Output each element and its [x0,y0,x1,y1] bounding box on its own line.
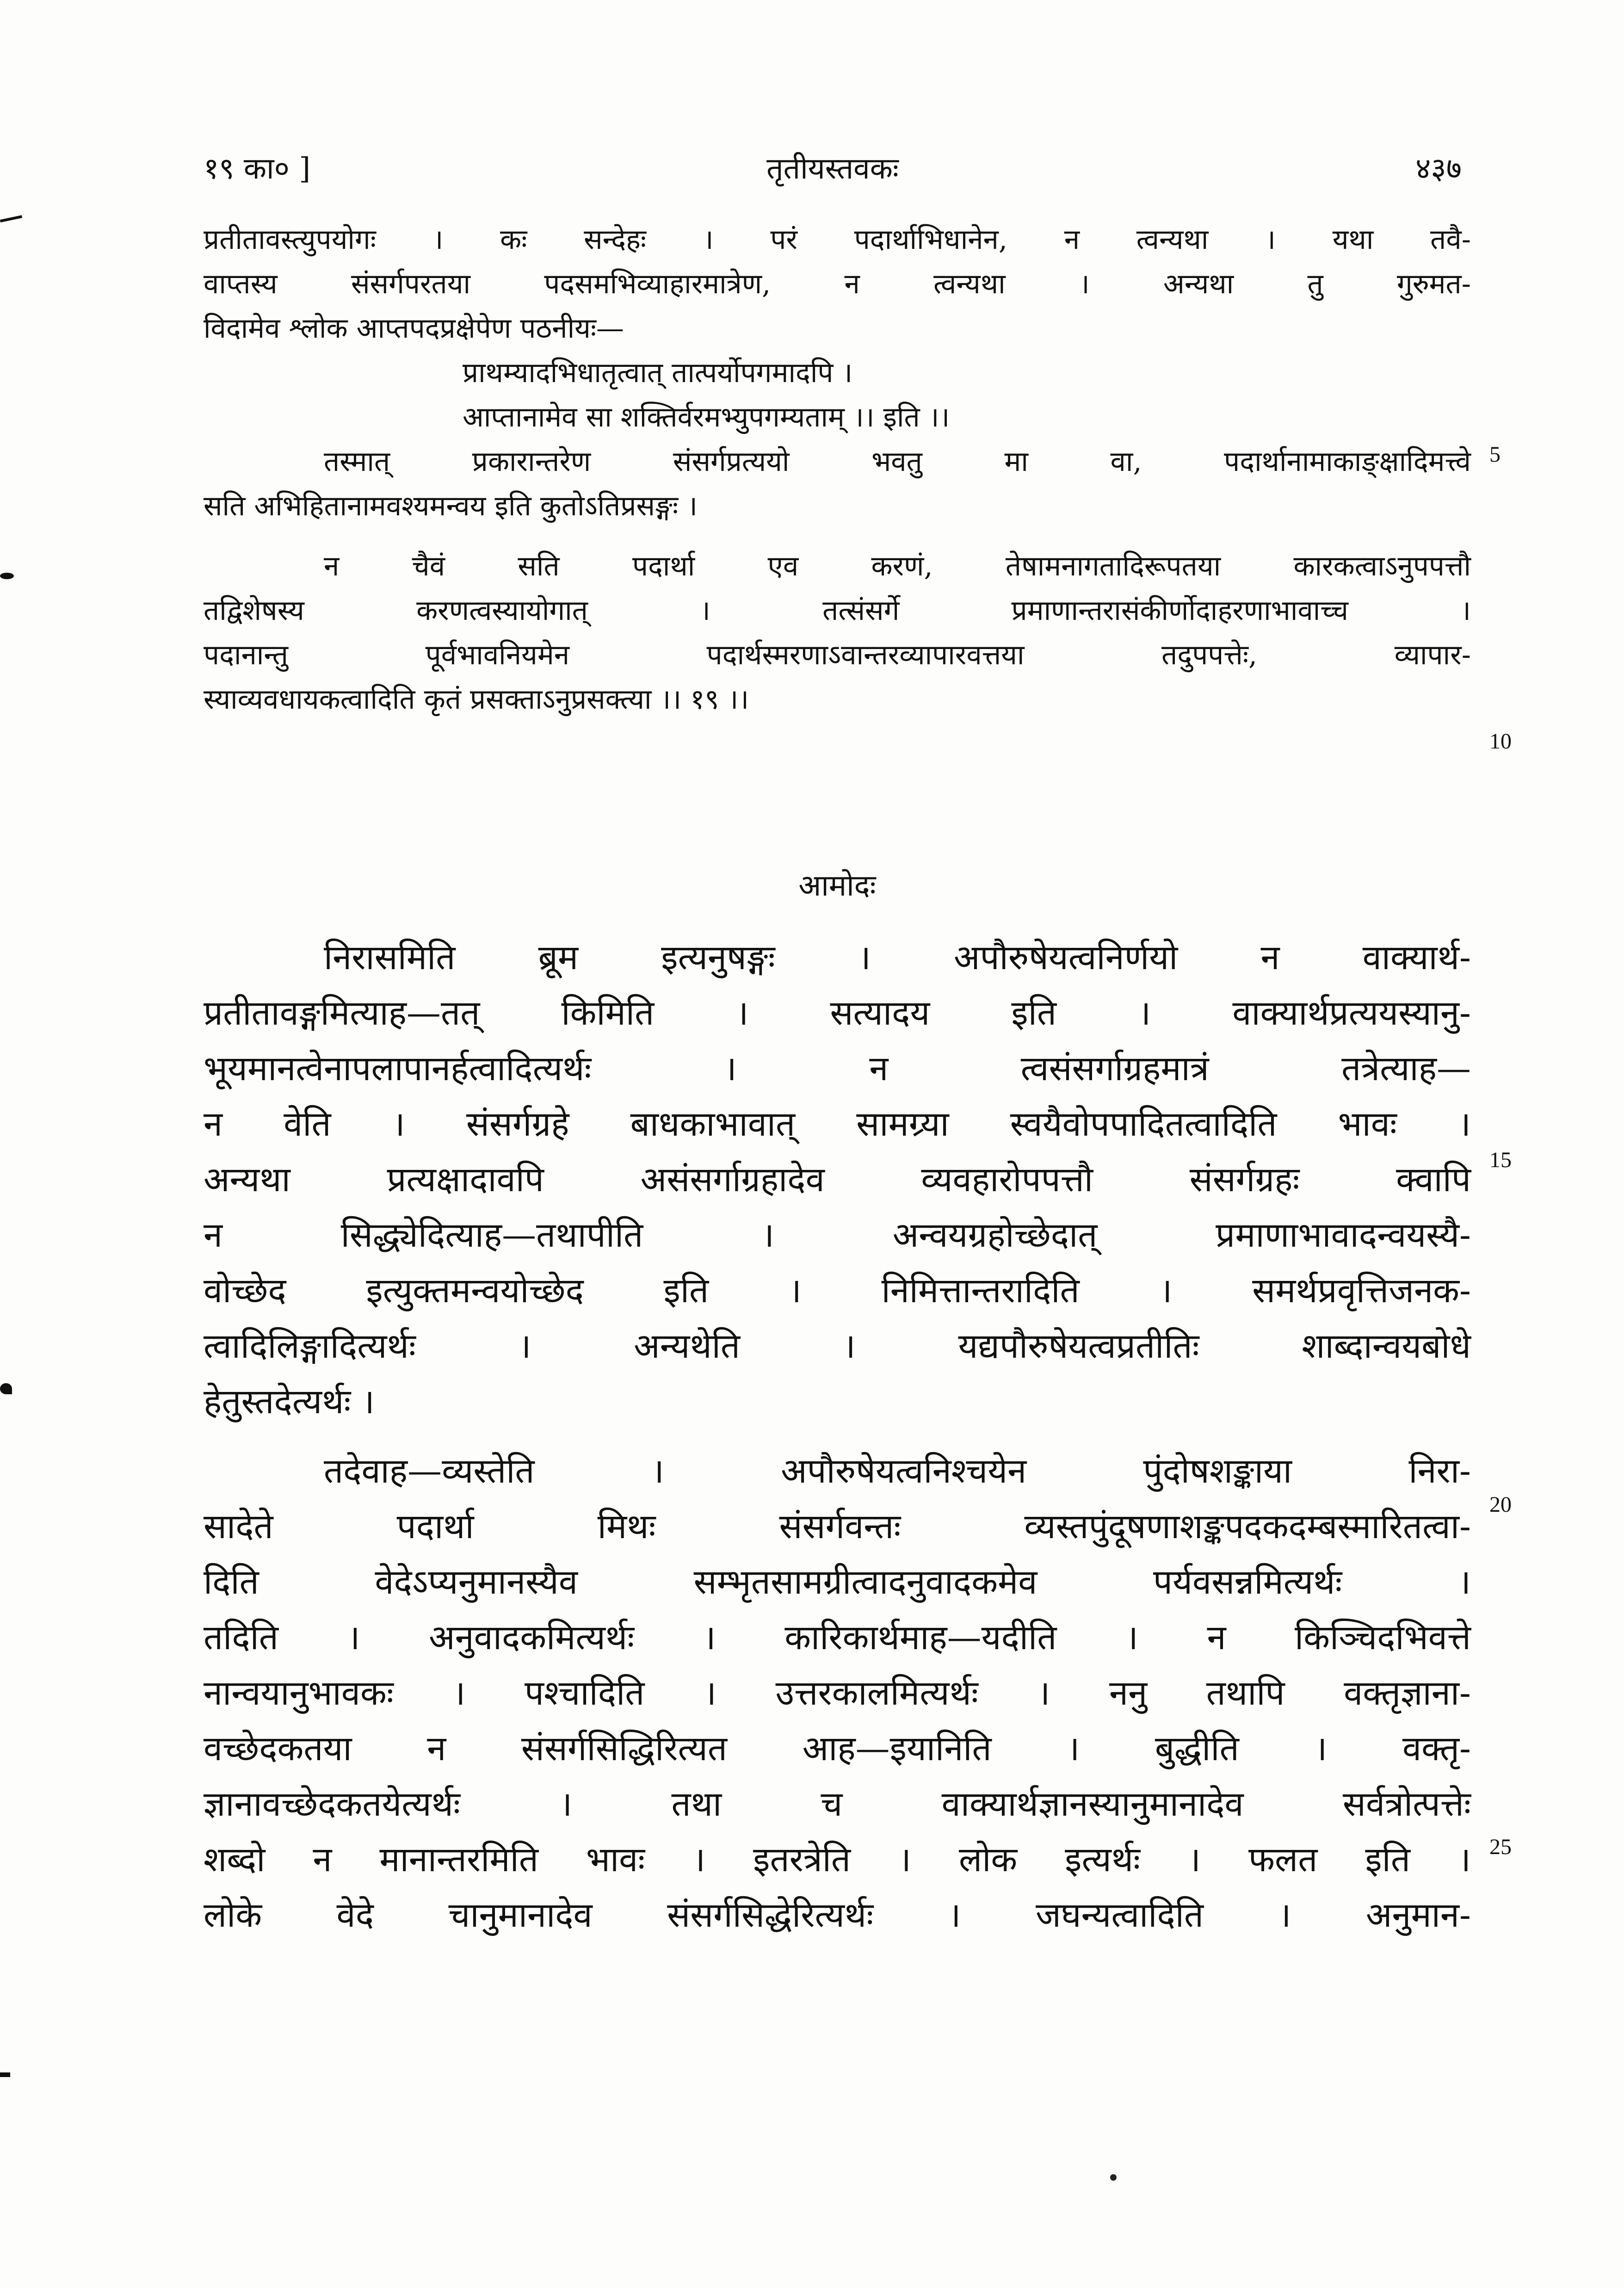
commentary-line: तदिति । अनुवादकमित्यर्थः । कारिकार्थमाह—यदीति । न किञ्चिदभिवत्ते [204,1618,1471,1657]
commentary-line: हेतुस्तदेत्यर्थः । [204,1382,375,1422]
scan-edge-mark [0,573,14,579]
scan-edge-mark [0,1383,12,1394]
line-number: 15 [1489,1148,1512,1172]
commentary-line: शब्दो न मानान्तरमिति भावः । इतरत्रेति । लोक इत्यर्थः । फलत इति । [204,1840,1471,1880]
commentary-line: सादेते पदार्था मिथः संसर्गवन्तः व्यस्तपुंदूषणाशङ्कपदकदम्बस्मारितत्वा- [204,1507,1471,1546]
header-title: तृतीयस्तवकः [766,152,899,186]
commentary-line: वोच्छेद इत्युक्तमन्वयोच्छेद इति । निमित्तान्तरादिति । समर्थप्रवृत्तिजनक- [204,1271,1471,1311]
verse-line: आप्तानामेव सा शक्तिर्वरमभ्युपगम्यताम् ।। इति ।। [463,401,950,433]
line-number: 20 [1489,1492,1512,1517]
commentary-text [204,930,1471,1943]
header-section-ref: १९ का० ] [204,152,311,186]
commentary-line: न वेति । संसर्गग्रहे बाधकाभावात् सामग्र्या स्वयैवोपपादितत्वादिति भावः । [204,1104,1471,1144]
text-line: स्याव्यवधायकत्वादिति कृतं प्रसक्ताऽनुप्रसक्त्या ।। १९ ।। [204,683,749,716]
commentary-line: दिति वेदेऽप्यनुमानस्यैव सम्भृतसामग्रीत्वादनुवादकमेव पर्यवसन्नमित्यर्थः । [204,1562,1471,1602]
text-line: पदानान्तु पूर्वभावनियमेन पदार्थस्मरणाऽवान्तरव्यापारवत्तया तदुपपत्तेः, व्यापार- [204,639,1471,671]
page-number: ४३७ [1415,152,1462,186]
commentary-line: प्रतीतावङ्गमित्याह—तत् किमिति । सत्यादय इति । वाक्यार्थप्रत्ययस्यानु- [204,993,1471,1033]
commentary-line: तदेवाह—व्यस्तेति । अपौरुषेयत्वनिश्चयेन पुंदोषशङ्काया निरा- [324,1451,1471,1491]
commentary-line: भूयमानत्वेनापलापानर्हत्वादित्यर्थः । न त्वसंसर्गाग्रहमात्रं तत्रेत्याह— [204,1049,1471,1088]
text-line: वाप्तस्य संसर्गपरतया पदसमभिव्याहारमात्रेण, न त्वन्यथा । अन्यथा तु गुरुमत- [204,268,1471,300]
commentary-line: नान्वयानुभावकः । पश्चादिति । उत्तरकालमित्यर्थः । ननु तथापि वक्तृज्ञाना- [204,1673,1471,1713]
scan-edge-mark [0,215,22,223]
commentary-line: त्वादिलिङ्गादित्यर्थः । अन्यथेति । यद्यपौरुषेयत्वप्रतीतिः शाब्दान्वयबोधे [204,1326,1471,1366]
main-text [204,217,1471,722]
text-line: प्रतीतावस्त्युपयोगः । कः सन्देहः । परं पदार्थाभिधानेन, न त्वन्यथा । यथा तवै- [204,223,1471,256]
verse-line: प्राथम्यादभिधातृत्वात् तात्पर्योपगमादपि । [463,357,853,389]
commentary-line: ज्ञानावच्छेदकतयेत्यर्थः । तथा च वाक्यार्थज्ञानस्यानुमानादेव सर्वत्रोत्पत्तेः [204,1784,1471,1824]
commentary-line: लोके वेदे चानुमानादेव संसर्गसिद्धेरित्यर्थः । जघन्यत्वादिति । अनुमान- [204,1895,1471,1935]
text-line: न चैवं सति पदार्था एव करणं, तेषामनागतादिरूपतया कारकत्वाऽनुपपत्तौ [324,550,1471,582]
text-line: सति अभिहितानामवश्यमन्वय इति कुतोऽतिप्रसङ्गः । [204,490,698,522]
scan-edge-mark [0,2072,10,2077]
text-line: तद्विशेषस्य करणत्वस्यायोगात् । तत्संसर्गे प्रमाणान्तरासंकीर्णोदाहरणाभावाच्च । [204,594,1471,627]
commentary-line: न सिद्ध्येदित्याह—तथापीति । अन्वयग्रहोच्छेदात् प्रमाणाभावादन्वयस्यै- [204,1215,1471,1255]
running-header [204,143,1462,194]
text-line: तस्मात् प्रकारान्तरेण संसर्गप्रत्ययो भवतु मा वा, पदार्थानामाकाङ्क्षादिमत्त्वे [324,445,1471,478]
ink-speck [1110,2174,1117,2181]
line-number: 5 [1489,442,1501,467]
commentary-line: अन्यथा प्रत्यक्षादावपि असंसर्गाग्रहादेव व्यवहारोपपत्तौ संसर्गग्रहः क्वापि [204,1160,1471,1200]
line-number: 10 [1489,729,1512,754]
text-line: विदामेव श्लोक आप्तपदप्रक्षेपेण पठनीयः— [204,312,624,345]
commentary-line: निरासमिति ब्रूम इत्यनुषङ्गः । अपौरुषेयत्वनिर्णयो न वाक्यार्थ- [324,938,1471,977]
line-number: 25 [1489,1835,1512,1859]
commentary-title: आमोदः [798,869,876,903]
commentary-line: वच्छेदकतया न संसर्गसिद्धिरित्यत आह—इयानिति । बुद्धीति । वक्तृ- [204,1729,1471,1769]
